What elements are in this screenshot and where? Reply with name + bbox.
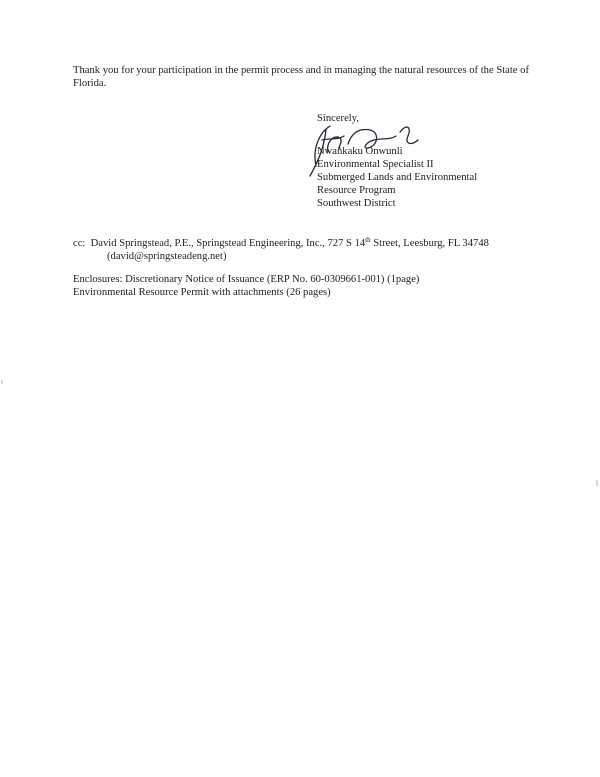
signer-name: Nwankaku Onwunli: [317, 146, 403, 157]
signer-program-line2: Resource Program: [317, 185, 396, 196]
signature-block: [317, 112, 477, 210]
signature-space: [317, 125, 477, 145]
cc-superscript: th: [365, 236, 371, 244]
signer-district: Southwest District: [317, 198, 396, 209]
enclosures-line-2: Environmental Resource Permit with attachments (26 pages): [73, 287, 331, 298]
signer-program-line1: Submerged Lands and Environmental: [317, 172, 478, 183]
cc-line-1: [73, 237, 489, 250]
cc-label: cc:: [73, 238, 86, 249]
cc-email: (david@springsteadeng.net): [107, 251, 227, 262]
closing-paragraph: Thank you for your participation in the permit process and in managing the natural resources of the State of Florida.: [73, 65, 529, 89]
enclosures-section: [73, 273, 419, 299]
signer-title: Environmental Specialist II: [317, 159, 434, 170]
enclosures-line-1: Enclosures: Discretionary Notice of Issuance (ERP No. 60-0309661-001) (1page): [73, 274, 420, 285]
scan-mark: [1, 380, 3, 384]
salutation: Sincerely,: [317, 113, 359, 124]
scan-mark: [596, 480, 598, 486]
cc-address: Street, Leesburg, FL 34748: [370, 238, 489, 249]
cc-recipient: David Springstead, P.E., Springstead Engineering, Inc., 727 S 14: [90, 238, 366, 249]
cc-section: [73, 237, 489, 263]
